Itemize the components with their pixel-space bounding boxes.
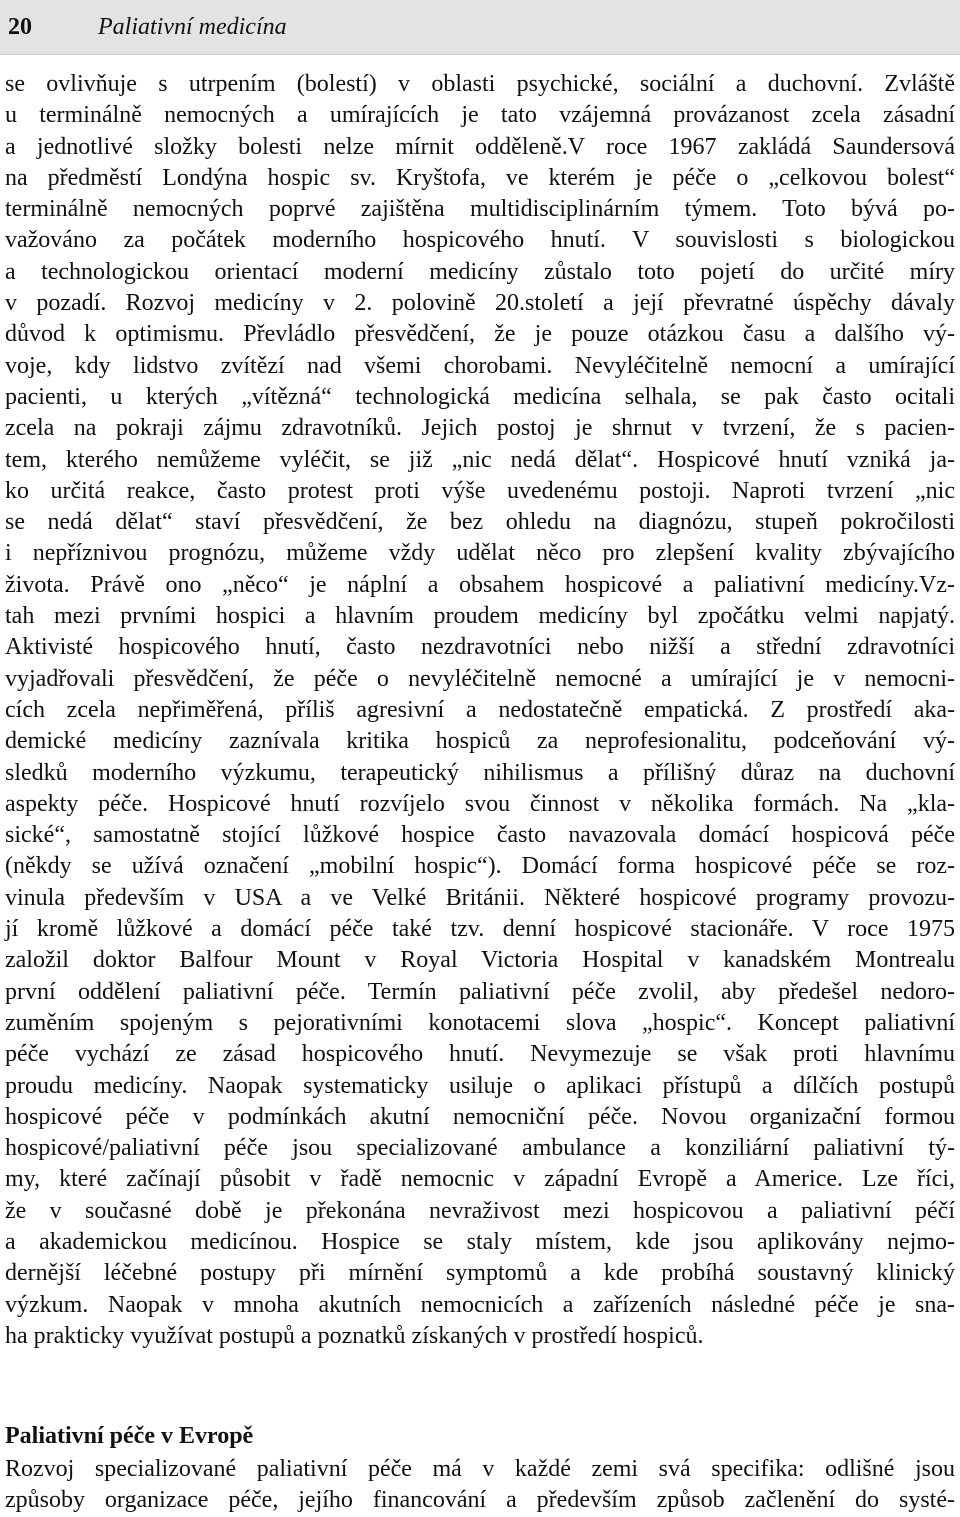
text-line: aspekty péče. Hospicové hnutí rozvíjelo svou činnost v několika formách. Na „kla- — [5, 790, 955, 817]
text-line: my, které začínají působit v řadě nemocnic v západní Evropě a Americe. Lze říci, — [5, 1166, 955, 1193]
text-line: Rozvoj specializované paliativní péče má v každé zemi svá specifika: odlišné jsou — [5, 1456, 955, 1482]
text-line: že v současné době je překonána nevraživost mezi hospicovou a paliativní péčí — [5, 1197, 955, 1224]
text-line: a technologickou orientací moderní medicíny zůstalo toto pojetí do určité míry — [5, 258, 955, 285]
text-line: demické medicíny zaznívala kritika hospiců za neprofesionalitu, podceňování vý- — [5, 728, 955, 755]
text-line: (někdy se užívá označení „mobilní hospic“). Domácí forma hospicové péče se roz- — [5, 853, 955, 880]
text-line: hospicové/paliativní péče jsou specializované ambulance a konziliární paliativní tý- — [5, 1135, 955, 1162]
text-line: zuměním spojeným s pejorativními konotacemi slova „hospic“. Koncept paliativní — [5, 1009, 955, 1036]
text-line: tah mezi prvními hospici a hlavním proudem medicíny byl zpočátku velmi napjatý. — [5, 603, 955, 630]
text-line: cích zcela nepřiměřená, příliš agresivní a nedostatečně empatická. Z prostředí aka- — [5, 696, 955, 723]
running-title: Paliativní medicína — [98, 14, 287, 40]
text-line: zcela na pokraji zájmu zdravotníků. Jejich postoj je shrnut v tvrzení, že s pacien- — [5, 415, 955, 442]
body-paragraph — [5, 69, 955, 1352]
text-line: hospicové péče v podmínkách akutní nemocniční péče. Novou organizační formou — [5, 1103, 955, 1130]
text-line: u terminálně nemocných a umírajících je tato vzájemná provázanost zcela zásadní — [5, 102, 955, 129]
text-line: sické“, samostatně stojící lůžkové hospice často navazovala domácí hospicová péče — [5, 822, 955, 849]
text-line: sledků moderního výzkumu, terapeutický nihilismus a přílišný důraz na duchovní — [5, 759, 955, 786]
text-line: důvod k optimismu. Převládlo přesvědčení, že je pouze otázkou času a dalšího vý- — [5, 321, 955, 348]
text-line: ko určitá reakce, často protest proti výše uvedenému postoji. Naproti tvrzení „nic — [5, 477, 955, 504]
text-line: se nedá dělat“ staví přesvědčení, že bez ohledu na diagnózu, stupeň pokročilosti — [5, 509, 955, 536]
text-line: života. Právě ono „něco“ je náplní a obsahem hospicové a paliativní medicíny.Vz- — [5, 571, 955, 598]
text-line: způsoby organizace péče, jejího financování a především způsob začlenění do systé- — [5, 1487, 955, 1514]
section-paragraph — [5, 1454, 955, 1517]
section-heading: Paliativní péče v Evropě — [5, 1423, 254, 1449]
text-line: vyjadřovali přesvědčení, že péče o nevyléčitelně nemocné a umírající je v nemocni- — [5, 665, 955, 692]
text-line: vinula především v USA a ve Velké Británii. Některé hospicové programy provozu- — [5, 884, 955, 911]
text-line: proudu medicíny. Naopak systematicky usiluje o aplikaci přístupů a dílčích postupů — [5, 1072, 955, 1099]
text-line: jí kromě lůžkové a domácí péče také tzv. denní hospicové stacionáře. V roce 1975 — [5, 916, 955, 943]
text-line: voje, kdy lidstvo zvítězí nad všemi chorobami. Nevyléčitelně nemocní a umírající — [5, 352, 955, 379]
text-line: terminálně nemocných poprvé zajištěna multidisciplinárním týmem. Toto bývá po- — [5, 196, 955, 223]
running-header — [0, 0, 960, 55]
text-line: výzkum. Naopak v mnoha akutních nemocnicích a zařízeních následné péče je sna- — [5, 1291, 955, 1318]
text-line: tem, kterého nemůžeme vyléčit, se již „nic nedá dělat“. Hospicové hnutí vzniká ja- — [5, 446, 955, 473]
text-line: pacienti, u kterých „vítězná“ technologická medicína selhala, se pak často ocitali — [5, 383, 955, 410]
text-line: první oddělení paliativní péče. Termín paliativní péče zvolil, aby předešel nedoro- — [5, 978, 955, 1005]
text-line: Aktivisté hospicového hnutí, často nezdravotníci nebo nižší a střední zdravotníci — [5, 634, 955, 661]
text-line: péče vychází ze zásad hospicového hnutí. Nevymezuje se však proti hlavnímu — [5, 1041, 955, 1068]
text-line: dernější léčebné postupy při mírnění symptomů a kde probíhá soustavný klinický — [5, 1260, 955, 1287]
text-line: važováno za počátek moderního hospicového hnutí. V souvislosti s biologickou — [5, 227, 955, 254]
text-line: a jednotlivé složky bolesti nelze mírnit odděleně.V roce 1967 zakládá Saundersová — [5, 133, 955, 160]
page-number: 20 — [8, 14, 32, 40]
text-line: založil doktor Balfour Mount v Royal Victoria Hospital v kanadském Montrealu — [5, 947, 955, 974]
text-line: ha prakticky využívat postupů a poznatků získaných v prostředí hospiců. — [5, 1322, 704, 1349]
text-line: a akademickou medicínou. Hospice se staly místem, kde jsou aplikovány nejmo- — [5, 1228, 955, 1255]
text-line: i nepříznivou prognózu, můžeme vždy udělat něco pro zlepšení kvality zbývajícího — [5, 540, 955, 567]
text-line: v pozadí. Rozvoj medicíny v 2. polovině 20.století a její převratné úspěchy dávaly — [5, 290, 955, 317]
text-line: se ovlivňuje s utrpením (bolestí) v oblasti psychické, sociální a duchovní. Zvláště — [5, 71, 955, 97]
text-line: na předměstí Londýna hospic sv. Kryštofa, ve kterém je péče o „celkovou bolest“ — [5, 164, 955, 191]
